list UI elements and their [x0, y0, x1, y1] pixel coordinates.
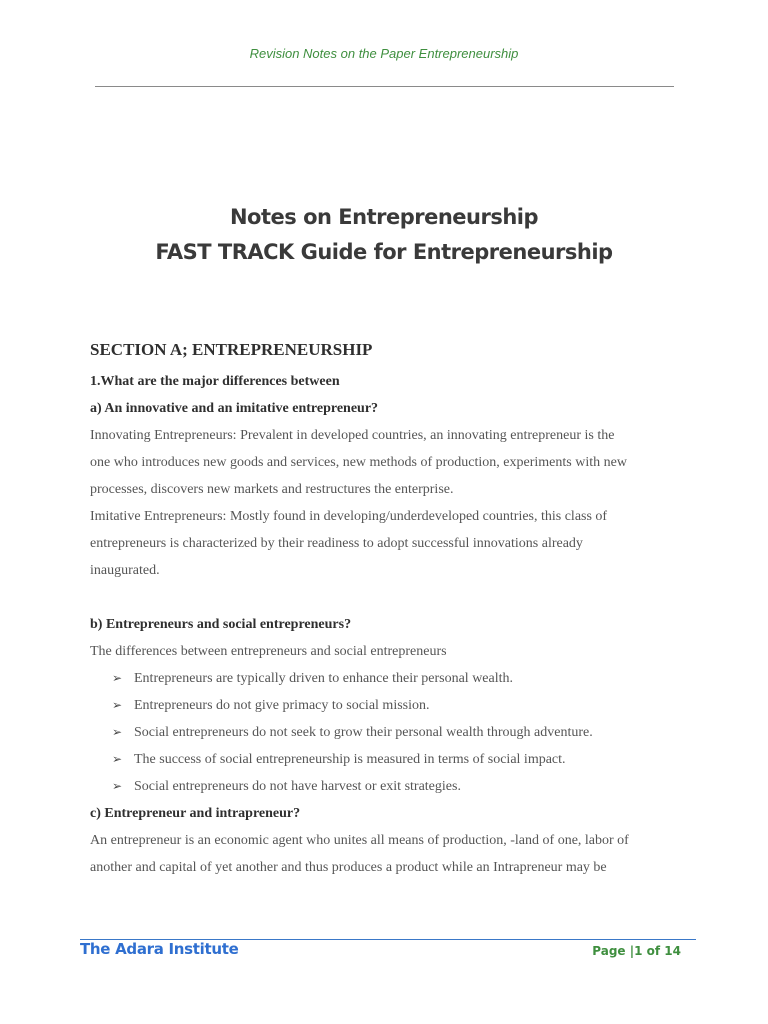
running-header: Revision Notes on the Paper Entrepreneurship: [249, 46, 519, 61]
arrow-bullet-icon: ➢: [112, 698, 123, 712]
section-heading: SECTION A; ENTREPRENEURSHIP: [90, 340, 373, 359]
main-content: [90, 338, 690, 881]
answer-a-line: processes, discovers new markets and restructures the enterprise.: [90, 482, 454, 497]
answer-c-line: An entrepreneur is an economic agent who unites all means of production, -land of one, labor of: [90, 833, 629, 848]
question-a: a) An innovative and an imitative entrepreneur?: [90, 401, 379, 416]
list-item-text: The success of social entrepreneurship is measured in terms of social impact.: [134, 752, 566, 767]
list-item-text: Entrepreneurs do not give primacy to social mission.: [134, 698, 430, 713]
list-item-text: Entrepreneurs are typically driven to enhance their personal wealth.: [134, 671, 514, 686]
list-item: [112, 719, 690, 746]
spacer: [90, 584, 690, 611]
arrow-bullet-icon: ➢: [112, 725, 123, 739]
arrow-bullet-icon: ➢: [112, 779, 123, 793]
header-divider: [95, 86, 674, 87]
answer-a-line: Innovating Entrepreneurs: Prevalent in developed countries, an innovating entrepreneur is the: [90, 428, 615, 443]
title-line-2: FAST TRACK Guide for Entrepreneurship: [155, 240, 613, 264]
answer-c-line: another and capital of yet another and thus produces a product while an Intrapreneur may be: [90, 860, 607, 875]
list-item: [112, 692, 690, 719]
list-item: [112, 773, 690, 800]
arrow-bullet-icon: ➢: [112, 671, 123, 685]
list-item-text: Social entrepreneurs do not seek to grow their personal wealth through adventure.: [134, 725, 593, 740]
list-item: [112, 665, 690, 692]
answer-a-line: entrepreneurs is characterized by their readiness to adopt successful innovations already: [90, 536, 583, 551]
list-item: [112, 746, 690, 773]
arrow-bullet-icon: ➢: [112, 752, 123, 766]
list-item-text: Social entrepreneurs do not have harvest or exit strategies.: [134, 779, 461, 794]
question-b: b) Entrepreneurs and social entrepreneurs?: [90, 617, 352, 632]
answer-a-line: Imitative Entrepreneurs: Mostly found in developing/underdeveloped countries, this class of: [90, 509, 608, 524]
document-title: [0, 200, 768, 270]
answer-a-line: one who introduces new goods and services, new methods of production, experiments with new: [90, 455, 627, 470]
answer-b-intro: The differences between entrepreneurs and social entrepreneurs: [90, 644, 447, 659]
answer-a-line: inaugurated.: [90, 563, 160, 578]
question-c: c) Entrepreneur and intrapreneur?: [90, 806, 301, 821]
page-number: Page |1 of 14: [592, 944, 681, 958]
question-1-intro: 1.What are the major differences between: [90, 374, 340, 389]
footer-institute-name: The Adara Institute: [80, 940, 239, 958]
bullet-list: [90, 665, 690, 800]
title-line-1: Notes on Entrepreneurship: [229, 205, 539, 229]
